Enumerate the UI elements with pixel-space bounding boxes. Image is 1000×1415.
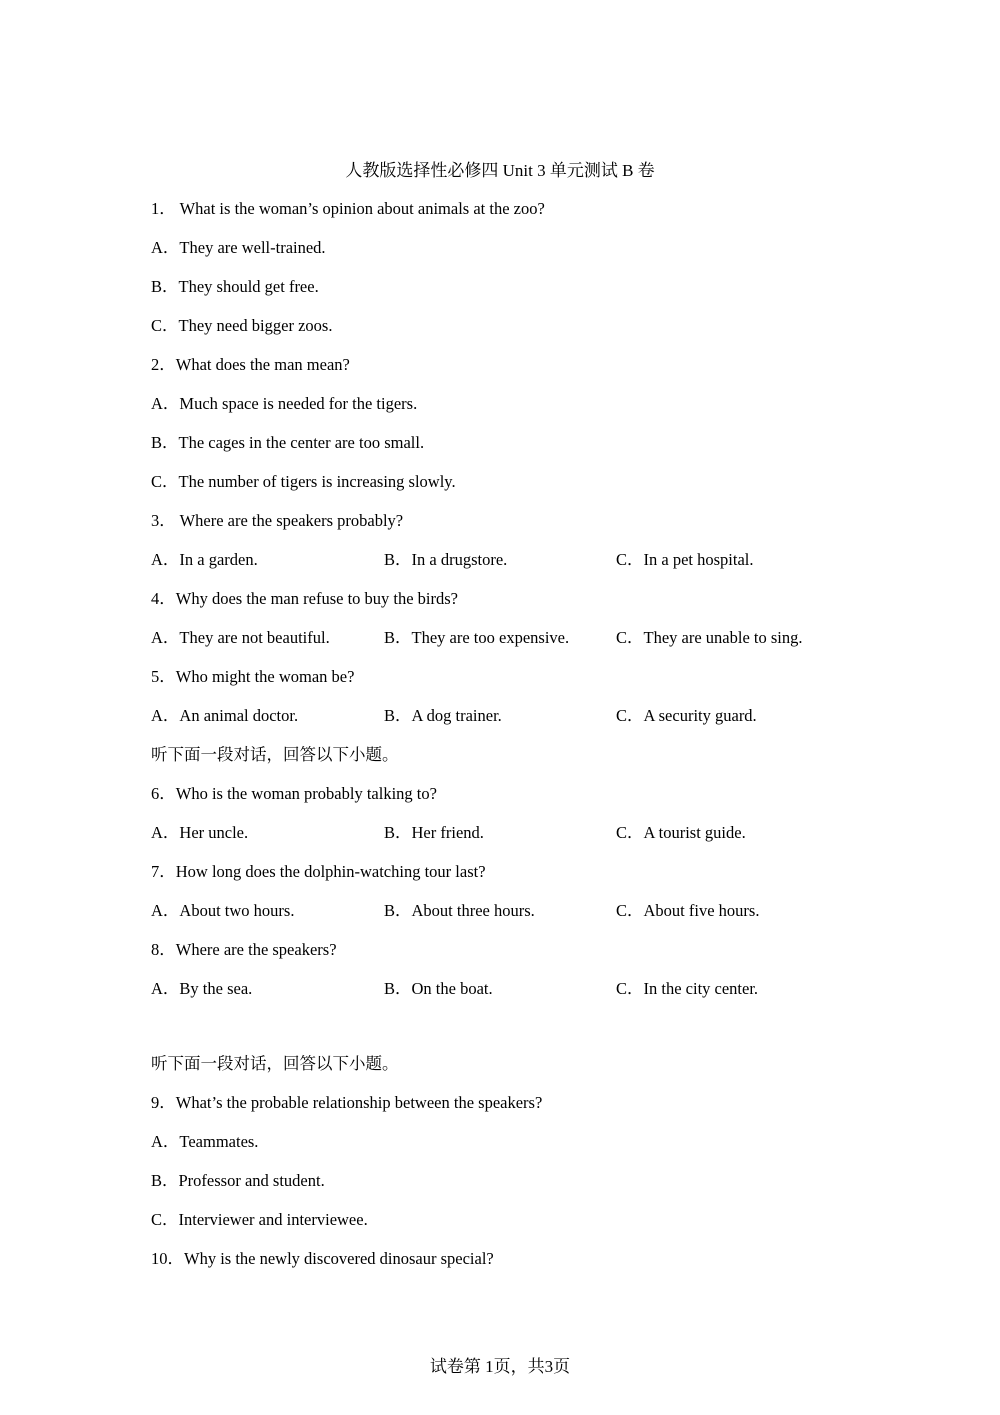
q8-option-c: C．In the city center.: [616, 979, 759, 998]
question-2: 2．What does the man mean?: [151, 355, 350, 374]
q5-option-a: A．An animal doctor.: [151, 706, 299, 725]
q7-option-a: A．About two hours.: [151, 901, 295, 920]
question-9: 9．What’s the probable relationship between the speakers?: [151, 1093, 543, 1112]
q9-option-a: A．Teammates.: [151, 1132, 259, 1151]
question-10: 10．Why is the newly discovered dinosaur special?: [151, 1249, 494, 1268]
q6-options: [151, 822, 851, 844]
q3-option-b: B．In a drugstore.: [384, 550, 508, 569]
q3-options: [151, 549, 851, 571]
document-title: 人教版选择性必修四 Unit 3 单元测试 B 卷: [345, 161, 655, 180]
q2-option-a: A．Much space is needed for the tigers.: [151, 394, 418, 413]
question-7: 7．How long does the dolphin-watching tour last?: [151, 862, 486, 881]
section-instruction: 听下面一段对话，回答以下小题。: [151, 1054, 399, 1073]
q3-option-a: A．In a garden.: [151, 550, 258, 569]
question-5: 5．Who might the woman be?: [151, 667, 355, 686]
q7-option-b: B．About three hours.: [384, 901, 535, 920]
q7-option-c: C．About five hours.: [616, 901, 760, 920]
question-4: 4．Why does the man refuse to buy the birds?: [151, 589, 459, 608]
q5-option-b: B．A dog trainer.: [384, 706, 502, 725]
q8-option-b: B．On the boat.: [384, 979, 493, 998]
q3-option-c: C．In a pet hospital.: [616, 550, 754, 569]
q1-option-c: C．They need bigger zoos.: [151, 316, 333, 335]
q1-option-b: B．They should get free.: [151, 277, 319, 296]
question-8: 8．Where are the speakers?: [151, 940, 337, 959]
question-1: 1． What is the woman’s opinion about animals at the zoo?: [151, 199, 545, 218]
q2-option-b: B．The cages in the center are too small.: [151, 433, 425, 452]
question-6: 6．Who is the woman probably talking to?: [151, 784, 437, 803]
page-footer: 试卷第 1页，共3页: [429, 1357, 571, 1376]
q4-option-c: C．They are unable to sing.: [616, 628, 803, 647]
q9-option-c: C．Interviewer and interviewee.: [151, 1210, 368, 1229]
q4-option-a: A．They are not beautiful.: [151, 628, 330, 647]
q5-options: [151, 705, 851, 727]
q2-option-c: C．The number of tigers is increasing slowly.: [151, 472, 456, 491]
q1-option-a: A．They are well-trained.: [151, 238, 326, 257]
q6-option-c: C．A tourist guide.: [616, 823, 746, 842]
q4-options: [151, 627, 851, 649]
q7-options: [151, 900, 851, 922]
q4-option-b: B．They are too expensive.: [384, 628, 570, 647]
q5-option-c: C．A security guard.: [616, 706, 757, 725]
section-instruction: 听下面一段对话，回答以下小题。: [151, 745, 399, 764]
question-3: 3． Where are the speakers probably?: [151, 511, 404, 530]
q8-option-a: A．By the sea.: [151, 979, 253, 998]
q8-options: [151, 978, 851, 1000]
q6-option-a: A．Her uncle.: [151, 823, 249, 842]
q6-option-b: B．Her friend.: [384, 823, 484, 842]
q9-option-b: B．Professor and student.: [151, 1171, 325, 1190]
